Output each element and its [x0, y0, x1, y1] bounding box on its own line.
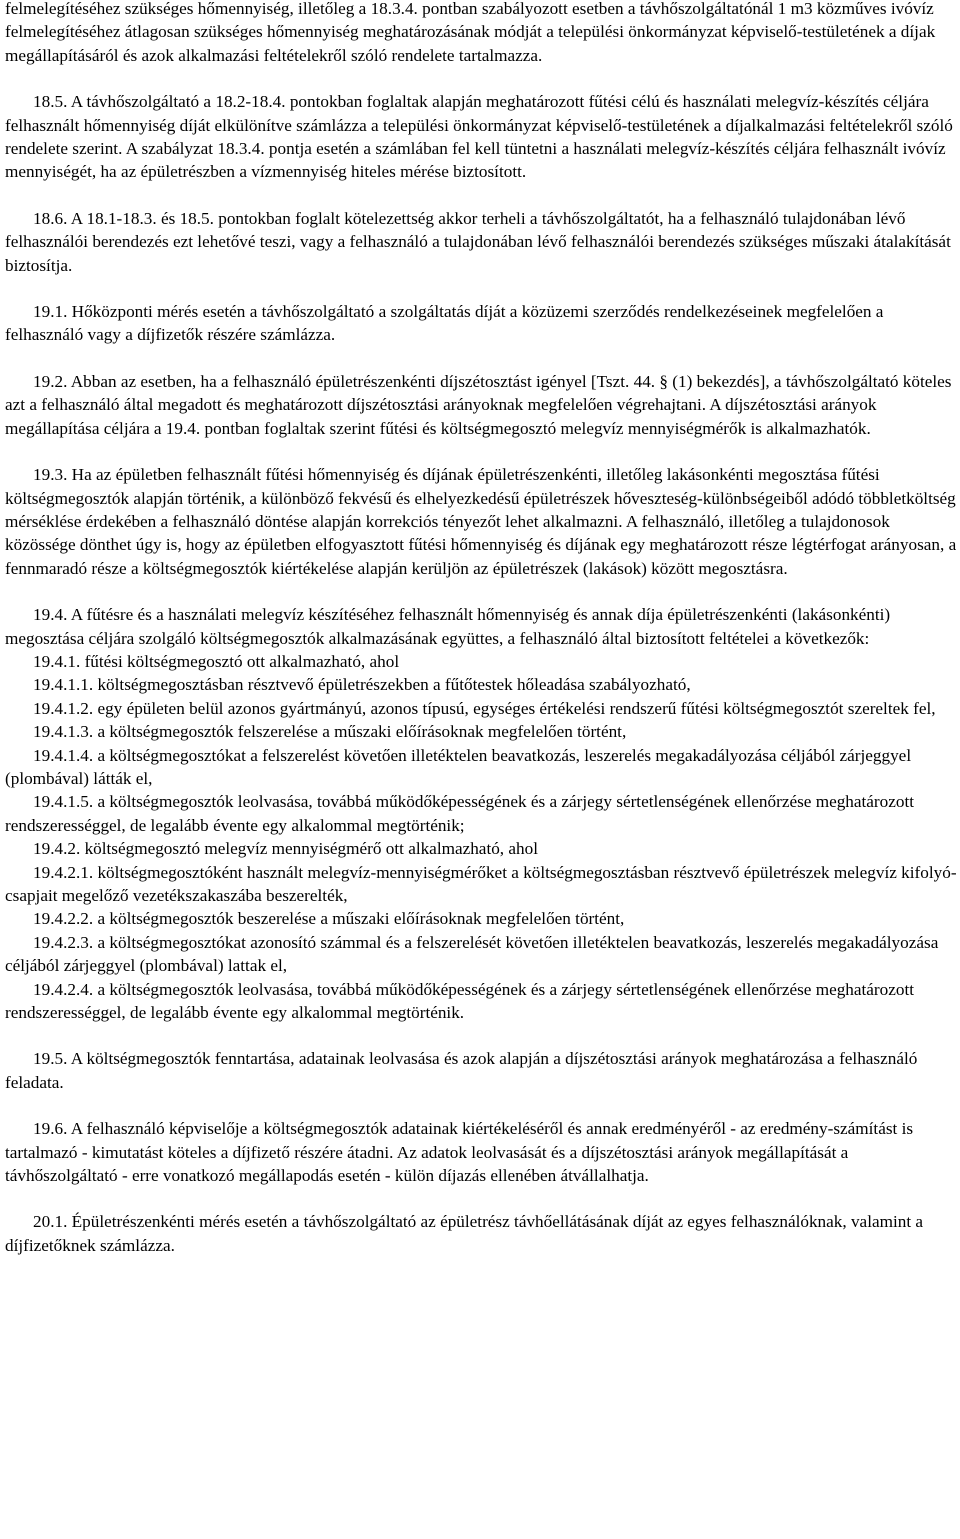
paragraph-18-5: 18.5. A távhőszolgáltató a 18.2-18.4. pontokban foglaltak alapján meghatározott fűtési célú és használati melegvíz-készítés céljára felhasznált hőmennyiség díját elkülönítve számlázza a települési önkormányzat képviselő-testületének a díjalkalmazási feltételekről szóló rendelete szerint. A szabályzat 18.3.4. pontja esetén a számlában fel kell tüntetni a használati melegvíz-készítés céljára felhasznált ivóvíz mennyiségét, ha az épületrészben a vízmennyiség hiteles mérése biztosított.	[5, 92, 953, 182]
list-item-19-4-1-4: 19.4.1.4. a költségmegosztókat a felszerelést követően illetéktelen beavatkozás, leszerelés megakadályozása céljából zárjeggyel (plombával) látták el,	[5, 745, 912, 788]
document-page	[5, 0, 957, 1280]
paragraph-19-2: 19.2. Abban az esetben, ha a felhasználó épületrészenkénti díjszétosztást igényel [Tszt. 44. § (1) bekezdés], a távhőszolgáltató köteles azt a felhasználó által megadott és meghatározott díjszétosztási arányoknak megfelelően végrehajtani. A díjszétosztási arányok megállapítása céljára a 19.4. pontban foglaltak szerint fűtési és költségmegosztó melegvíz mennyiségmérők is alkalmazhatók.	[5, 371, 952, 438]
paragraph-19-6: 19.6. A felhasználó képviselője a költségmegosztók adatainak kiértékeléséről és annak eredményéről - az eredmény-számítást is tartalmazó - kimutatást köteles a díjfizető részére átadni. Az adatok leolvasását és a díjszétosztási arányok megállapítását a távhőszolgáltató - erre vonatkozó megállapodás esetén - külön díjazás ellenében átvállalhatja.	[5, 1119, 914, 1186]
paragraph-19-3: 19.3. Ha az épületben felhasznált fűtési hőmennyiség és díjának épületrészenkénti, illetőleg lakásonkénti megosztása fűtési költségmegosztók alapján történik, a különböző fekvésű és elhelyezkedésű épületrészek hőveszteség-különbségeiből adódó többletköltség mérséklése érdekében a felhasználó döntése alapján korrekciós tényezőt lehet alkalmazni. A felhasználó, illetőleg a tulajdonosok közössége dönthet úgy is, hogy az épületben elfogyasztott fűtési hőmennyiség és díjának egy meghatározott része légtérfogat arányosan, a fennmaradó része a költségmegosztók kiértékelése alapján kerüljön az épületrészek (lakások) között megosztásra.	[5, 465, 957, 578]
paragraph-20-1: 20.1. Épületrészenkénti mérés esetén a távhőszolgáltató az épületrész távhőellátásának díját az egyes felhasználóknak, valamint a díjfizetőknek számlázza.	[5, 1212, 924, 1255]
list-item-19-4-1-5: 19.4.1.5. a költségmegosztók leolvasása, továbbá működőképességének és a zárjegy sértetlenségének ellenőrzése meghatározott rendszerességgel, de legalább évente egy alkalommal megtörténik;	[5, 792, 915, 835]
list-item-19-4-1-3: 19.4.1.3. a költségmegosztók felszerelése a műszaki előírásoknak megfelelően történt,	[33, 722, 627, 742]
paragraph-continuation-18-4: felmelegítéséhez szükséges hőmennyiség, illetőleg a 18.3.4. pontban szabályozott esetben a távhőszolgáltatónál 1 m3 közműves ivóvíz felmelegítéséhez átlagosan szükséges hőmennyiség meghatározásának módját a települési önkormányzat képviselő-testületének a díjak megállapításáról és azok alkalmazási feltételekről szóló rendelete tartalmazza.	[5, 0, 936, 65]
list-item-19-4-2-2: 19.4.2.2. a költségmegosztók beszerelése a műszaki előírásoknak megfelelően történt,	[33, 909, 625, 929]
section-19-4-list	[5, 603, 957, 1024]
list-item-19-4-2-1: 19.4.2.1. költségmegosztóként használt melegvíz-mennyiségmérőket a költségmegosztásban résztvevő épületrészek melegvíz kifolyó-csapjait megelőző vezetékszakaszába beszerelték,	[5, 862, 957, 905]
list-item-19-4-1: 19.4.1. fűtési költségmegosztó ott alkalmazható, ahol	[33, 651, 400, 671]
list-item-19-4-2-3: 19.4.2.3. a költségmegosztókat azonosító számmal és a felszerelését követően illetéktelen beavatkozás, leszerelés megakadályozása céljából zárjeggyel (plombával) lattak el,	[5, 932, 939, 976]
paragraph-19-5: 19.5. A költségmegosztók fenntartása, adatainak leolvasása és azok alapján a díjszétosztási arányok meghatározása a felhasználó feladata.	[5, 1049, 918, 1092]
paragraph-19-1: 19.1. Hőközponti mérés esetén a távhőszolgáltató a szolgáltatás díját a közüzemi szerződés rendelkezéseinek megfelelően a felhasználó vagy a díjfizetők részére számlázza.	[5, 302, 884, 345]
list-item-19-4-1-1: 19.4.1.1. költségmegosztásban résztvevő épületrészekben a fűtőtestek hőleadása szabályozható,	[33, 675, 691, 695]
list-item-19-4-2-4: 19.4.2.4. a költségmegosztók leolvasása, továbbá működőképességének és a zárjegy sértetlenségének ellenőrzése meghatározott rendszerességgel, de legalább évente egy alkalommal megtörténik.	[5, 979, 915, 1023]
list-item-19-4-2: 19.4.2. költségmegosztó melegvíz mennyiségmérő ott alkalmazható, ahol	[33, 839, 538, 859]
paragraph-19-4: 19.4. A fűtésre és a használati melegvíz készítéséhez felhasznált hőmennyiség és annak díja épületrészenkénti (lakásonkénti) megosztása céljára szolgáló költségmegosztók alkalmazásának együttes, a felhasználó által biztosított feltételei a következők:	[5, 605, 891, 648]
list-item-19-4-1-2: 19.4.1.2. egy épületen belül azonos gyártmányú, azonos típusú, egységes értékelési rendszerű fűtési költségmegosztót szereltek fel,	[33, 698, 936, 718]
paragraph-18-6: 18.6. A 18.1-18.3. és 18.5. pontokban foglalt kötelezettség akkor terheli a távhőszolgáltatót, ha a felhasználó tulajdonában lévő felhasználói berendezés ezt lehetővé teszi, vagy a felhasználó a tulajdonában lévő felhasználói berendezés szükséges műszaki átalakítását biztosítja.	[5, 208, 951, 275]
